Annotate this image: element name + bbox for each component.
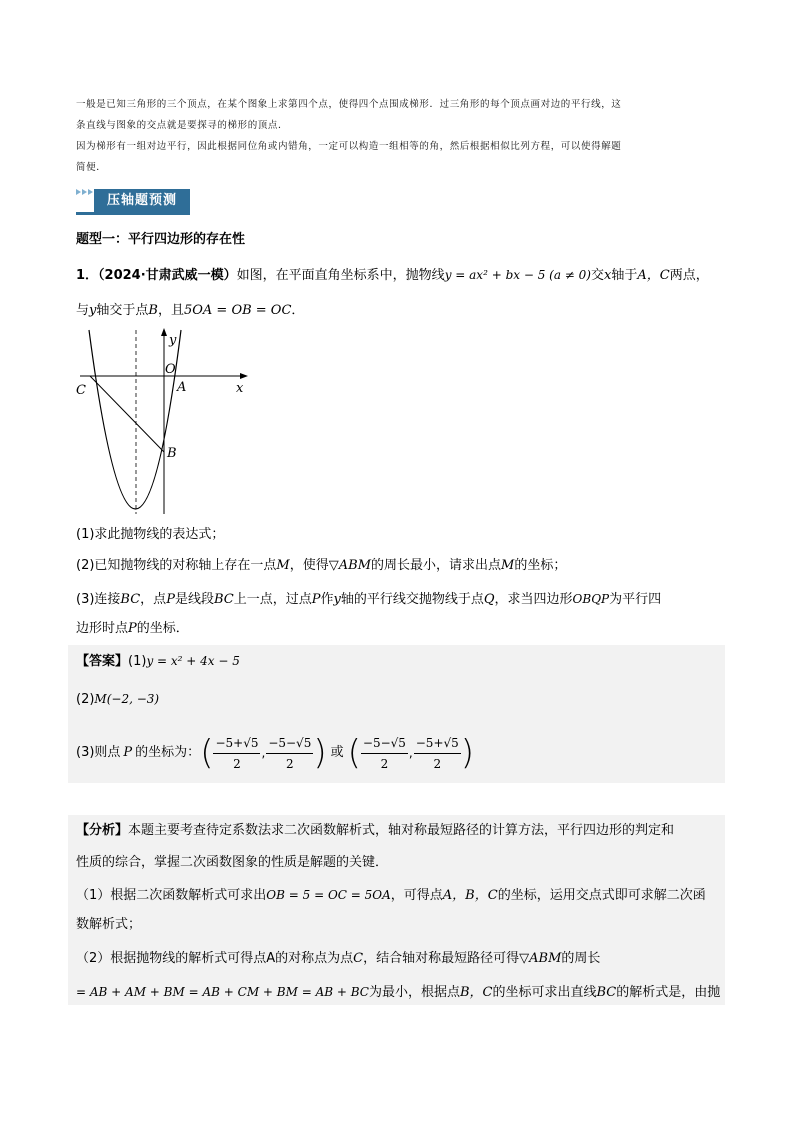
problem-text: 轴于 xyxy=(611,268,638,283)
points-bc: B，C xyxy=(459,985,493,1000)
question-text: (3)连接 xyxy=(76,592,121,607)
intro-line-3: 因为梯形有一组对边平行，因此根据同位角或内错角，一定可以构造一组相等的角，然后根据相似比列方程，可以使得解题 xyxy=(76,141,622,152)
question-text: ，使得 xyxy=(289,558,329,573)
question-text: 轴的平行线交抛物线于点 xyxy=(340,592,484,607)
question-text: 为平行四 xyxy=(609,592,662,607)
problem-text: ，且 xyxy=(157,303,184,318)
answer-prefix: (2) xyxy=(76,692,95,707)
analysis-text: 的周长 xyxy=(561,951,601,966)
answer-2 xyxy=(76,689,159,710)
question-text: ，点 xyxy=(140,592,167,607)
intro-line-1: 一般是已知三角形的三个顶点，在某个图象上求第四个点，使得四个点围成梯形．过三角形的每个顶点画对边的平行线，这 xyxy=(76,99,622,110)
answer-1 xyxy=(76,651,240,672)
intro-line-4: 简便． xyxy=(76,162,107,173)
analysis-text: ，可得点 xyxy=(390,888,443,903)
analysis-tag: 【分析】 xyxy=(76,823,129,838)
denominator: 2 xyxy=(286,756,294,771)
problem-text: 轴交于点 xyxy=(96,303,149,318)
answer-1-value: y = x² + 4x − 5 xyxy=(146,654,240,668)
analysis-text: 为最小，根据点 xyxy=(368,985,460,1000)
answer-prefix: (1) xyxy=(128,654,147,669)
parabola-curve xyxy=(89,330,181,509)
answer-2-value: M(−2, −3) xyxy=(94,692,160,706)
analysis-text: 的坐标可求出直线 xyxy=(492,985,597,1000)
var-c: C xyxy=(353,951,364,966)
analysis-text: 的解析式是，由抛 xyxy=(616,985,721,1000)
question-text: (2)已知抛物线的对称轴上存在一点 xyxy=(76,558,277,573)
intro-line-2: 条直线与图象的交点就是要探寻的梯形的顶点． xyxy=(76,120,289,131)
analysis-p2-line-1 xyxy=(76,949,600,969)
question-text: 作 xyxy=(320,592,334,607)
banner-arrows-icon xyxy=(76,187,96,199)
numerator: −5−√5 xyxy=(361,733,408,754)
var-m: M xyxy=(501,558,515,573)
var-y: y xyxy=(89,303,97,318)
question-text: ，求当四边形 xyxy=(494,592,573,607)
fraction xyxy=(266,733,313,774)
parabola-figure xyxy=(72,326,252,518)
problem-text: 与 xyxy=(76,303,90,318)
var-q: Q xyxy=(483,592,495,607)
answer-or: 或 xyxy=(330,745,344,760)
section-title: 题型一：平行四边形的存在性 xyxy=(76,232,246,247)
denominator: 2 xyxy=(380,756,389,771)
answer-text: 的坐标为： xyxy=(135,745,201,760)
banner-underline xyxy=(76,212,190,215)
denominator: 2 xyxy=(233,756,241,771)
answer-tag: 【答案】 xyxy=(76,654,129,669)
var-p: P xyxy=(311,592,321,607)
comma: , xyxy=(408,746,413,760)
question-2 xyxy=(76,556,566,576)
fraction xyxy=(361,733,408,774)
var-y: y xyxy=(333,592,341,607)
problem-line-2 xyxy=(76,301,304,321)
question-text: 的坐标． xyxy=(136,621,189,636)
triangle-abm: ▽ABM xyxy=(328,558,371,573)
question-text: 边形时点 xyxy=(76,621,129,636)
label-x: x xyxy=(236,381,244,396)
denominator: 2 xyxy=(433,756,442,771)
numerator: −5+√5 xyxy=(414,733,461,754)
segment-bc-label: BC xyxy=(213,592,234,607)
comma: , xyxy=(261,746,266,760)
points-abc: A，B，C xyxy=(442,888,498,903)
banner-label: 压轴题预测 xyxy=(94,189,190,212)
question-3-line-2 xyxy=(76,619,189,639)
answer-prefix: (3)则点 xyxy=(76,745,121,760)
analysis-eq: = AB + AM + BM = AB + CM + BM = AB + BC xyxy=(76,985,369,999)
x-axis-arrow-icon xyxy=(240,373,248,379)
paren-open: ( xyxy=(347,733,361,773)
point-b: B xyxy=(148,303,158,318)
analysis-text: （2）根据抛物线的解析式可得点A的对称点为点 xyxy=(76,951,354,966)
problem-text: 如图，在平面直角坐标系中，抛物线 xyxy=(236,268,445,283)
segment-bc-label: BC xyxy=(120,592,141,607)
segment-bc-label: BC xyxy=(596,985,617,1000)
question-text: 的周长最小，请求出点 xyxy=(371,558,502,573)
condition: 5OA = OB = OC xyxy=(183,303,292,318)
points-ac: A，C xyxy=(637,268,670,283)
problem-text: ． xyxy=(291,303,305,318)
label-o: O xyxy=(165,362,176,377)
analysis-p1-line-2: 数解析式； xyxy=(76,917,142,932)
paren-close: ) xyxy=(313,733,327,773)
var-x: x xyxy=(604,268,612,283)
analysis-p2-line-2 xyxy=(76,982,720,1003)
fraction xyxy=(414,733,461,774)
question-3-line-1 xyxy=(76,589,661,610)
label-b: B xyxy=(167,446,177,461)
problem-number: 1． xyxy=(76,268,99,283)
analysis-text: ，结合轴对称最短路径可得 xyxy=(363,951,520,966)
numerator: −5+√5 xyxy=(213,733,260,754)
question-text: 的坐标； xyxy=(514,558,567,573)
analysis-text: 的坐标，运用交点式即可求解二次函 xyxy=(497,888,706,903)
fraction xyxy=(213,733,260,774)
y-axis-arrow-icon xyxy=(161,328,167,336)
var-p: P xyxy=(166,592,175,607)
problem-line-1 xyxy=(76,265,709,286)
problem-source: （2024·甘肃武威一模） xyxy=(98,268,237,283)
analysis-p1-line-1 xyxy=(76,885,706,906)
quad-obqp: OBQP xyxy=(572,592,610,606)
analysis-text: 本题主要考查待定系数法求二次函数解析式，轴对称最短路径的计算方法，平行四边形的判定和 xyxy=(128,823,675,838)
question-1: (1)求此抛物线的表达式； xyxy=(76,527,225,542)
section-banner xyxy=(76,187,190,214)
triangle-abm: ▽ABM xyxy=(519,951,562,966)
analysis-eq: OB = 5 = OC = 5OA xyxy=(266,888,391,902)
problem-text: 交 xyxy=(590,268,604,283)
paren-open: ( xyxy=(200,733,214,773)
var-p: P xyxy=(128,621,137,636)
numerator: −5−√5 xyxy=(266,733,313,754)
analysis-line-2: 性质的综合，掌握二次函数图象的性质是解题的关键． xyxy=(76,855,389,870)
var-m: M xyxy=(276,558,290,573)
analysis-block xyxy=(68,815,725,1005)
problem-equation: y = ax² + bx − 5 (a ≠ 0) xyxy=(444,268,591,282)
analysis-text: （1）根据二次函数解析式可求出 xyxy=(76,888,267,903)
label-a: A xyxy=(177,380,187,395)
question-text: 上一点，过点 xyxy=(233,592,312,607)
paren-close: ) xyxy=(460,733,475,773)
question-text: 是线段 xyxy=(174,592,214,607)
var-p: P xyxy=(123,745,133,760)
segment-bc xyxy=(90,376,164,452)
answer-3 xyxy=(76,731,474,775)
analysis-line-1 xyxy=(76,821,674,841)
label-y: y xyxy=(169,333,177,348)
label-c: C xyxy=(76,383,86,398)
problem-text: 两点， xyxy=(669,268,709,283)
